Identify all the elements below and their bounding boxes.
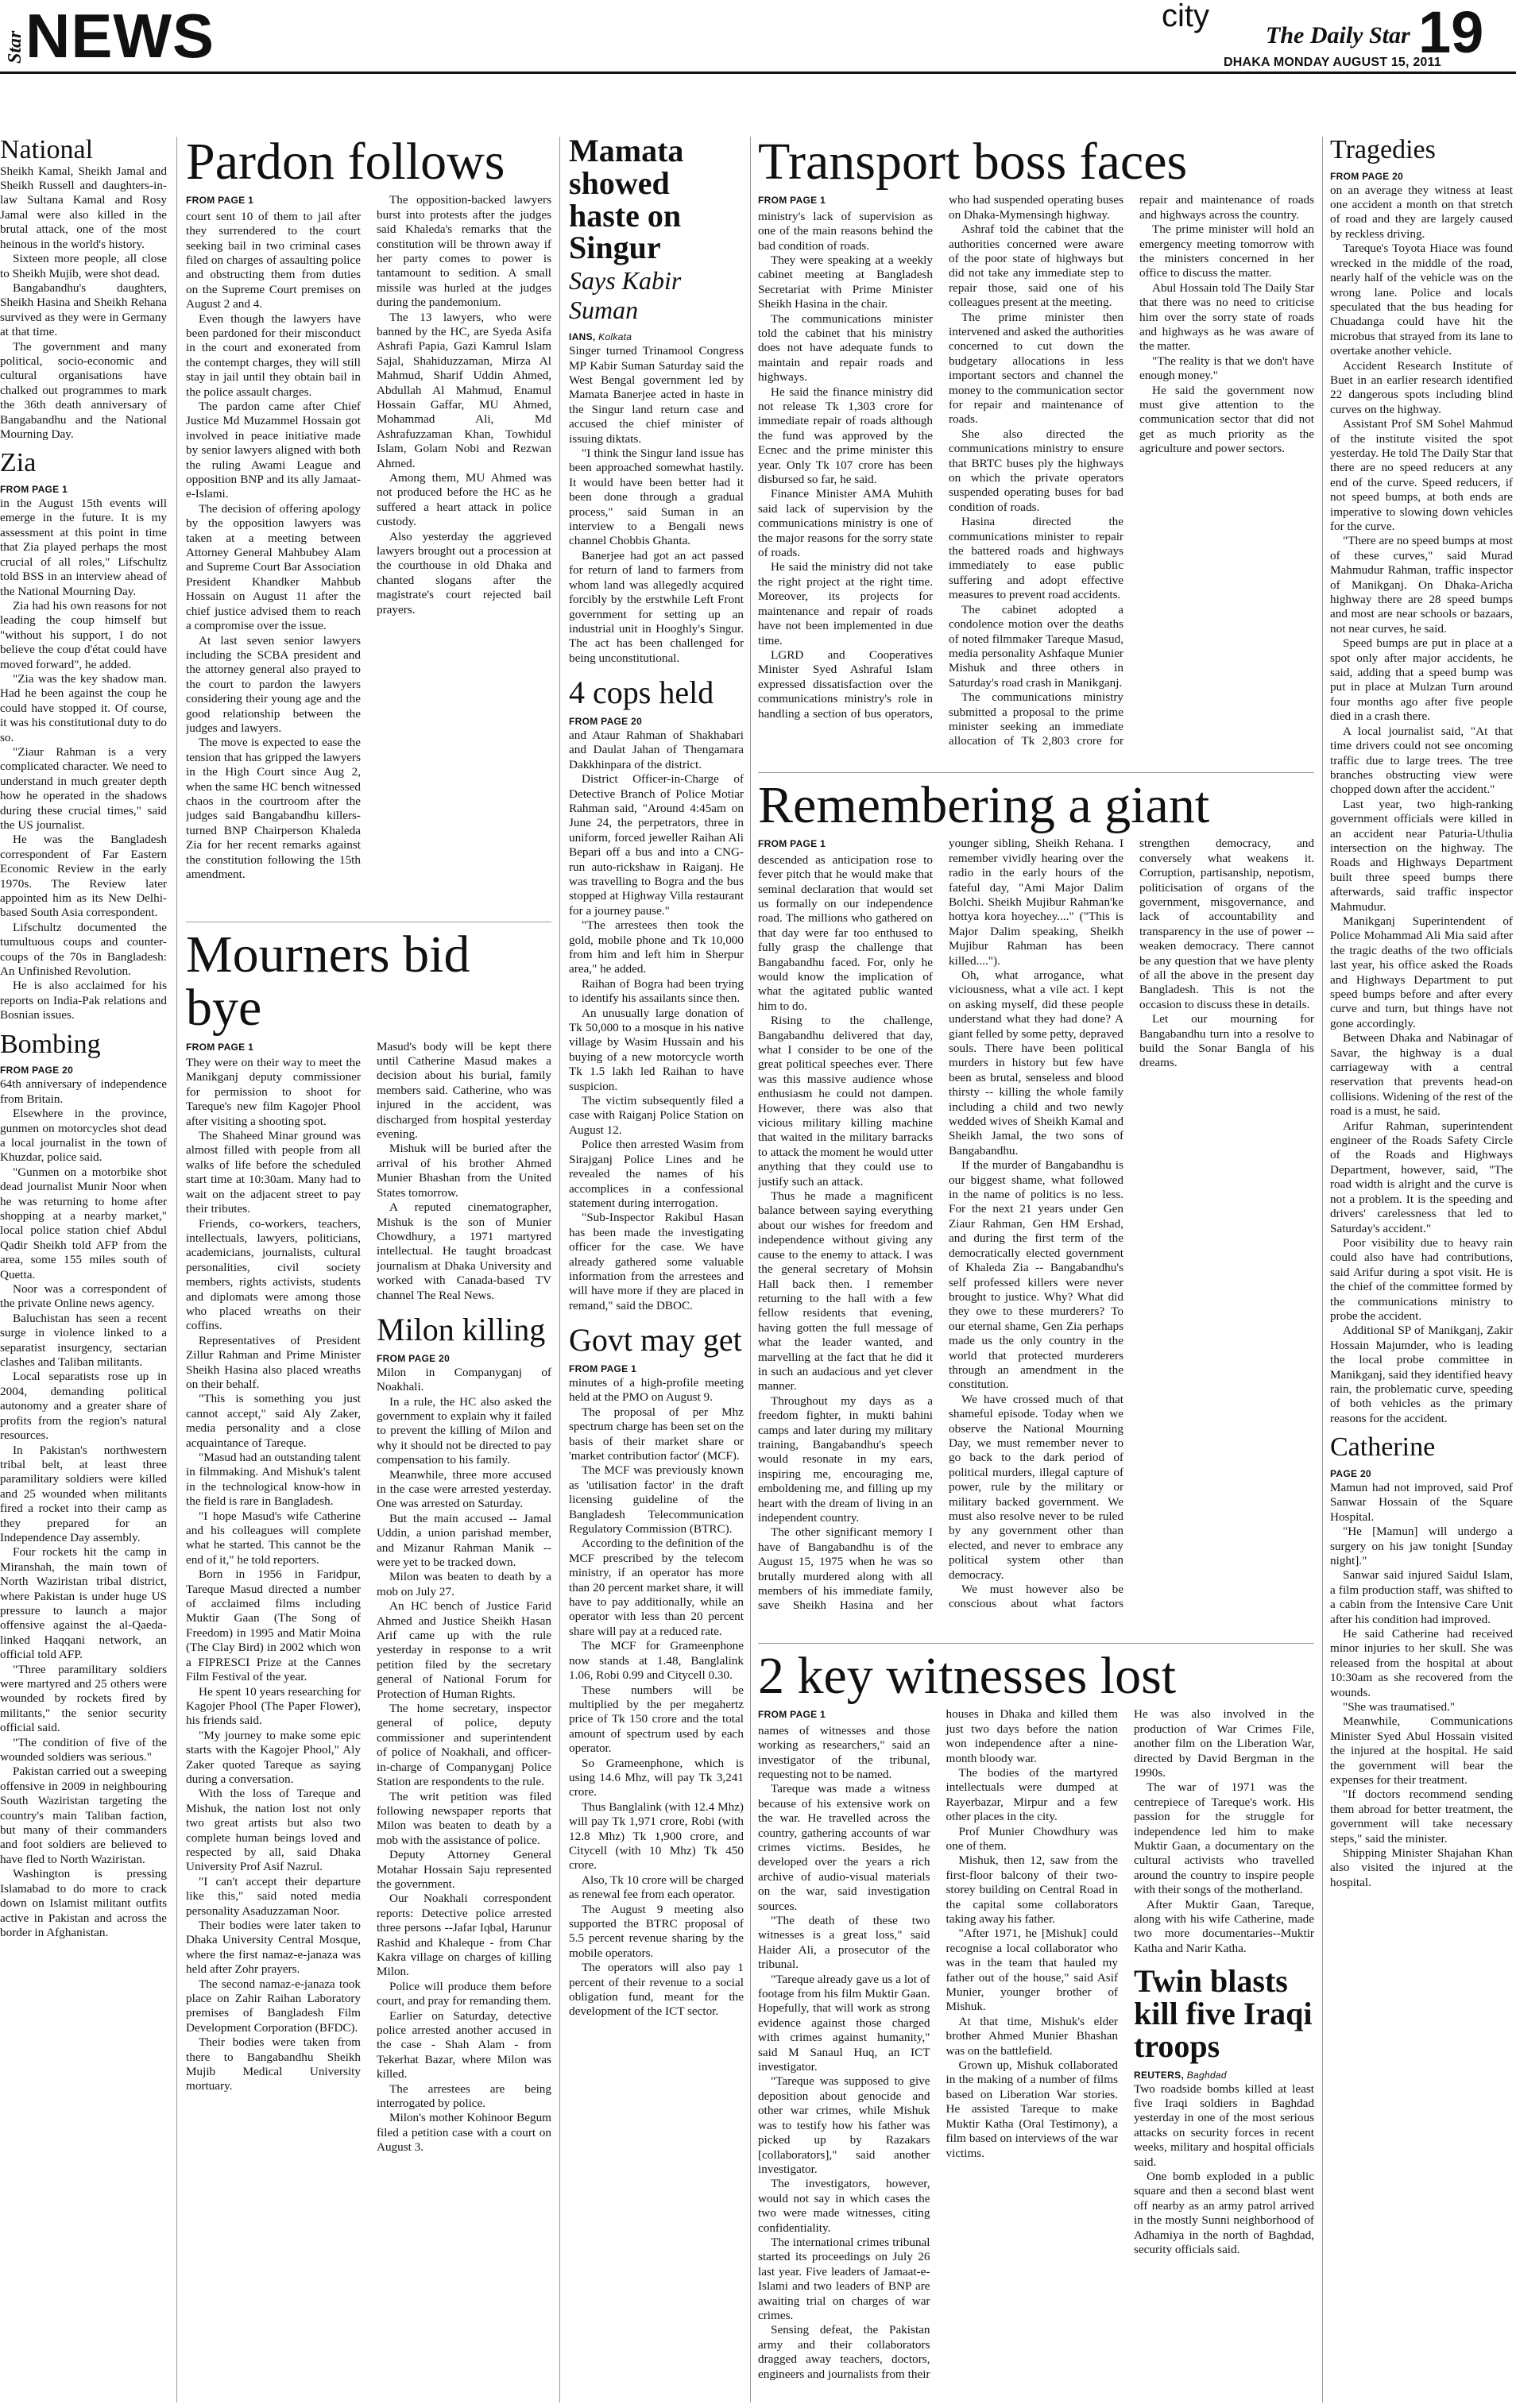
paragraph: In Pakistan's northwestern tribal belt, at least three paramilitary soldiers were killed and 25 wounded when militants fired a rocket into their camp as they prepared for an Independence Day assembly. [0,1443,167,1544]
paragraph: Prof Munier Chowdhury was one of them. [946,1824,1118,1853]
paragraph: The victim subsequently filed a case with Raiganj Police Station on August 12. [569,1094,744,1137]
source-line: FROM PAGE 1 [758,838,826,850]
paragraph: These numbers will be multiplied by the per megahertz price of Tk 150 crore and the total amount of spectrum used by each operator. [569,1683,744,1756]
paragraph: He is also acclaimed for his reports on India-Pak relations and Bosnian issues. [0,979,167,1022]
story-tragedies [1330,137,1513,2402]
source-line: FROM PAGE 20 [0,1065,74,1076]
source-line: FROM PAGE 1 [0,484,68,496]
paragraph: "I hope Masud's wife Catherine and his colleagues will complete what he started. This cannot be the end of it," he told reporters. [186,1509,361,1567]
paragraph: Meanwhile, three more accused in the case were arrested yesterday. One was arrested on Saturday. [377,1467,551,1511]
paragraph: "Tareque was supposed to give deposition about genocide and other war crimes, while Mishuk was to testify how his father was picked up by Razakars [collaborators]," said another investigator. [758,2074,930,2176]
paragraph: Additional SP of Manikganj, Zakir Hossain Majumder, who is leading the local probe committee in Manikganj, said they identified heavy rain, the problematic curve, speeding of both vehicles as the primary reasons for the accident. [1330,1324,1513,1425]
masthead-rule [0,72,1516,74]
paragraph: Thus he made a magnificent balance between saying everything about our wishes for freedom and independence without giving any cause to the enemy to attack. I was the general secretary of Mohsin Hall back then. I remember returning to the hall with a few fellow residents that evening, having gotten the full message of what the leader wanted, and marvelling at the fact that he did it in such an audacious and yet clever manner. [758,1189,933,1393]
headline-tragedies: Tragedies [1330,137,1436,164]
paragraph: Police then arrested Wasim from Sirajganj Police Lines and he revealed the names of his accomplices in a confessional statement during interrogation. [569,1138,744,1210]
paragraph: A local journalist said, "At that time drivers could not see oncoming traffic due to large trees. The tree branches obstructing view were chopped down after the accident." [1330,724,1513,797]
paragraph: "This is something you just cannot accept," said Aly Zaker, media personality and a close acquaintance of Tareque. [186,1392,361,1450]
paragraph: "Tareque already gave us a lot of footage from his film Muktir Gaan. Hopefully, that will work as strong evidence against those charged with crimes against humanity," said M Sanaul Huq, an ICT investigator. [758,1972,930,2074]
paragraph: Mishuk will be buried after the arrival of his brother Ahmed Munier Bhashan from the United States tomorrow. [377,1142,551,1200]
kicker-kabir-suman: Says Kabir Suman [569,266,682,325]
paragraph: on an average they witness at least one accident a month on that stretch of road and they are largely caused by reckless driving. [1330,183,1513,241]
paragraph: We have crossed much of that shameful episode. Today when we observe the National Mourning Day, we must remember never to go back to the dark period of political murders, illegal capture of power, rule by the military or military backed government. We must also resolve never to be ruled by any government other than elected, and never to embrace any political system other than democracy. [949,1392,1123,1582]
paragraph: The war of 1971 was the centrepiece of Tareque's work. His passion for the struggle for independence led him to make Muktir Gaan, a documentary on the cultural activists who travelled around the country to inspire people with their songs of the motherland. [1134,1780,1314,1897]
paragraph: Friends, co-workers, teachers, intellectuals, lawyers, politicians, academicians, journalists, cultural personalities, civil society members, rights activists, students and diplomats were among those who placed wreaths on their coffins. [186,1216,361,1333]
headline-mourners-bid-bye: Mourners bid bye [186,928,470,1038]
paragraph: With the loss of Tareque and Mishuk, the nation lost not only two great artists but also two complete human beings loved and respected by all, said Dhaka University Prof Asif Nazrul. [186,1787,361,1874]
paragraph: Singer turned Trinamool Congress MP Kabir Suman Saturday said the West Bengal government led by Mamata Banerjee acted in haste in the Singur land return case and accused the chief minister of issuing diktats. [569,344,744,446]
witnesses-col3 [1134,1707,1314,2383]
paragraph: Zia had his own reasons for not leading the coup himself but "without his support, I do not believe the coup d'état could have moved forward", he added. [0,598,167,671]
masthead [0,0,1516,70]
paragraph: The proposal of per Mhz spectrum charge has been set on the basis of their market share or 'market contribution factor' (MCF). [569,1405,744,1463]
paragraph: ministry's lack of supervision as one of the main reasons behind the bad condition of roads. [758,209,933,253]
paragraph: The prime minister will hold an emergency meeting tomorrow with the ministers concerned in her office to discuss the matter. [1139,222,1314,280]
paragraph: Throughout my days as a freedom fighter, in mukti bahini camps and later during my military training, Bangabandhu's speech would resonate in my ears, inspiring me, encouraging me, emboldening me, and filling up my heart with the dream of living in an independent country. [758,1393,933,1525]
paragraph: Sensing defeat, the Pakistan army and their collaborators dragged away teachers, doctors, engineers and journalists from their houses in Dhaka and killed them just two days before the nation won independence after a nine-month bloody war. [758,1707,1118,2381]
paragraph: Meanwhile, Communications Minister Syed Abul Hossain visited the injured at the hospital. He said the government will bear the expenses for their treatment. [1330,1714,1513,1787]
paragraph: Banerjee had got an act passed for return of land to farmers from whom land was allegedly acquired forcibly by the erstwhile Left Front government for setting up an industrial unit in Hooghly's Singur. The act has been challenged for being unconstitutional. [569,548,744,665]
govt-body [569,1376,744,2020]
paragraph: The writ petition was filed following newspaper reports that Milon was beaten to death by a mob with the assistance of police. [377,1789,551,1847]
paragraph: "Masud had an outstanding talent in filmmaking. And Mishuk's talent in the technological know-how in the field is rare in Bangladesh. [186,1451,361,1509]
headline-national: National [0,137,94,164]
story-divider [758,772,1314,773]
pardon-body [186,193,551,892]
paragraph: "I think the Singur land issue has been approached somewhat hastily. It would have been better had it been done through a gradual process," said Suman in an interview to a Bengali news channel Chobbis Ghanta. [569,446,744,548]
paragraph: The MCF for Grameenphone now stands at 1.48, Banglalink 1.06, Robi 0.99 and Citycell 0.30. [569,1639,744,1683]
source-line: FROM PAGE 20 [569,715,643,727]
source-agency: IANS, [569,331,596,343]
source-place: Kolkata [598,331,632,343]
paragraph: The international crimes tribunal started its proceedings on July 26 last year. Five leaders of Jamaat-e-Islami and two leaders of BNP are awaiting trial on charges of war crimes. [758,2235,930,2322]
source-line: PAGE 20 [1330,1467,1371,1479]
witnesses-body [758,1707,1118,2383]
paragraph: "I can't accept their departure like this," said noted media personality Asaduzzaman Noor. [186,1874,361,1918]
paragraph: Raihan of Bogra had been trying to identify his assailants since then. [569,976,744,1006]
paragraph: "He [Mamun] will undergo a surgery on his jaw tonight [Sunday night]." [1330,1525,1513,1567]
witnesses-body-col3 [1134,1707,1314,1956]
paragraph: But the main accused -- Jamal Uddin, a union parishad member, and Mizanur Rahman Manik -- were yet to be tracked down. [377,1511,551,1570]
story-pardon-follows [186,135,551,918]
story-transport-boss-faces [758,135,1314,769]
paragraph: "After 1971, he [Mishuk] could recognise a local collaborator who was in the team that hauled my father out of the house," said Asif Munier, younger brother of Mishuk. [946,1927,1118,2014]
story-divider [758,1643,1314,1644]
paragraph: An HC bench of Justice Farid Ahmed and Justice Sheikh Hasan Arif came up with the rule yesterday in response to a writ petition filed by the secretary general of National Forum for Protection of Human Rights. [377,1599,551,1701]
paragraph: Sanwar said injured Saidul Islam, a film production staff, was shifted to a cabin from the Intensive Care Unit after his condition had improved. [1330,1568,1513,1626]
source-place: Baghdad [1186,2069,1227,2081]
paragraph: The home secretary, inspector general of police, deputy commissioner and superintendent of police of Noakhali, and officer-in-charge of Companyganj Police Station are respondents to the rule. [377,1702,551,1789]
paragraph: So Grameenphone, which is using 14.6 Mhz, will pay Tk 3,241 crore. [569,1756,744,1799]
story-2-key-witnesses-lost [758,1649,1314,2402]
paragraph: The prime minister then intervened and asked the authorities concerned to cut down the budgetary allocations in less important sectors and channel the money to the communication sector for repair and maintenance of roads. [949,310,1123,427]
paragraph: "The arrestees then took the gold, mobile phone and Tk 10,000 from him and left him in Sherpur area," he added. [569,918,744,976]
paragraph: Masud's body will be kept there until Catherine Masud makes a decision about his burial, family members said. Catherine, who was injured in the accident, was discharged from hospital yesterday evening. [377,1039,551,1142]
paragraph: Ashraf told the cabinet that the authorities concerned were aware of the poor state of highways but did not take any immediate step to repair those, said one of his colleagues present at the meeting. [949,222,1123,310]
paragraph: Accident Research Institute of Buet in an earlier research identified 22 dangerous spots including blind curves on the highway. [1330,358,1513,416]
paragraph: A reputed cinematographer, Mishuk is the son of Munier Chowdhury, a 1971 martyred intellectual. He taught broadcast journalism at Dhaka University and worked with Canada-based TV channel The Real News. [377,1200,551,1302]
paragraph: Earlier on Saturday, detective police arrested another accused in the case - Shah Alam - from Tekerhat Bazar, where Milon was killed. [377,2008,551,2081]
paragraph: Their bodies were taken from there to Bangabandhu Sheikh Mujib Medical University mortuary. [186,2035,361,2093]
paragraph: He said the government now must give attention to the communication sector that did not get as much priority as the agriculture and power sectors. [1139,383,1314,456]
newspaper-logo: The Daily Star [1266,22,1410,48]
paragraph: Mishuk, then 12, saw from the first-floor balcony of their two-storey building on Central Road in the capital some collaborators taking away his father. [946,1853,1118,1926]
paragraph: The move is expected to ease the tension that has gripped the lawyers in the High Court since Aug 2, when the same HC bench witnessed chaos in the courtroom after the judges said Bangabandhu killers-turned BNP Chairperson Khaleda Zia for her recent remarks against the constitution following the 15th amendment. [186,736,361,881]
paragraph: An unusually large donation of Tk 50,000 to a mosque in his native village by Wasim Hussain and his buying of a new motorcycle worth Tk 1.5 lakh led Raihan to have suspicion. [569,1006,744,1093]
dateline: DHAKA MONDAY AUGUST 15, 2011 [1224,56,1441,69]
paragraph: The decision of offering apology by the opposition lawyers was taken at a meeting between Attorney General Mahbubey Alam and Supreme Court Bar Association President Khandker Mahbub Hossain on August 11 after the chief justice advised them to reach a compromise over the issue. [186,501,361,633]
paragraph: Milon in Companyganj of Noakhali. [377,1365,551,1394]
paragraph: He said Catherine had received minor injuries to her skull. She was released from the hospital at about 10:30am as she recovered from the wounds. [1330,1626,1513,1699]
mourners-col2 [377,1040,551,2402]
paragraph: Last year, two high-ranking government officials were killed in an accident near Paturia-Uthulia intersection on the highway. The Roads and Highways Department built three speed bumps there afterwards, said traffic inspector Mahmudur. [1330,797,1513,914]
headline-milon-killing: Milon killing [377,1311,546,1347]
paragraph: He said the finance ministry did not release Tk 1,303 crore for immediate repair of roads although the fund was approved by the Ecnec and the prime minister this year. Only Tk 107 crore has been disbursed so far, he said. [758,385,933,487]
paragraph: Milon's mother Kohinoor Begum filed a petition case with a court on August 3. [377,2111,551,2155]
milon-body [377,1366,551,2155]
catherine-body [1330,1481,1513,1890]
story-mamata [569,135,744,2402]
zia-body [0,497,167,1023]
paragraph: "The condition of five of the wounded soldiers was serious." [0,1735,167,1764]
paragraph: "Zia was the key shadow man. Had he been against the coup he could have stopped it. Of course, it was his constitutional duty to do so. [0,671,167,744]
paragraph: He was also involved in the production of War Crimes File, another film on the Liberation War, directed by David Bergman in the 1990s. [1134,1707,1314,1780]
paragraph: Arifur Rahman, superintendent engineer of the Roads Safety Circle of the Roads and Highways Department, however, said, "The road width is alright and the curve is not a problem. It is the speeding and drivers' carelessness that led to Saturday's accident." [1330,1119,1513,1235]
paragraph: They were on their way to meet the Manikganj deputy commissioner for permission to shoot for Tareque's new film Kagojer Phool after visiting a shooting spot. [186,1056,361,1128]
paragraph: in the August 15th events will emerge in the future. It is my assessment at this point in time that Zia played perhaps the most crucial of all roles," Lifschultz told BSS in an interview ahead of the National Mourning Day. [0,497,167,598]
paragraph: Sixteen more people, all close to Sheikh Mujib, were shot dead. [0,252,167,280]
sub-section-label: city [1162,0,1209,33]
source-agency: REUTERS, [1134,2069,1185,2081]
paragraph: If the murder of Bangabandhu is our biggest shame, what followed in the name of politics is no less. For the next 21 years under Gen Ziaur Rahman, Gen HM Ershad, and during the first term of the democratically elected government of Khaleda Zia -- Bangabandhu's self professed killers were never brought to justice. Why? What did they owe to these murderers? To our eternal shame, Gen Zia perhaps made us the only country in the world that protected murderers through an amendment in the constitution. [949,1158,1123,1392]
paragraph: The investigators, however, would not say in which cases the two were made witnesses, citing confidentiality. [758,2177,930,2235]
source-line: FROM PAGE 1 [186,195,254,207]
paragraph: According to the definition of the MCF prescribed by the telecom ministry, if an operator has more than 20 percent market share, it will have to pay additionally, while an operator with less than 20 percent share will pay at a reduced rate. [569,1536,744,1638]
headline-mamata-showed-haste: Mamata showed haste on Singur [569,135,684,266]
headline-pardon-follows: Pardon follows [186,135,505,191]
headline-twin-blasts: Twin blasts kill five Iraqi troops [1134,1963,1313,2064]
national-body [0,164,167,443]
column-rule [559,137,560,2402]
paragraph: The bodies of the martyred intellectuals were dumped at Rayerbazar, Mirpur and a few other places in the city. [946,1765,1118,1824]
paragraph: The opposition-backed lawyers burst into protests after the judges said Khaleda's remarks that the constitution will be thrown away if her party comes to power is tantamount to sedition. A small missile was hurled at the judges during the pandemonium. [377,193,551,310]
paragraph: "There are no speed bumps at most of these curves," said Murad Mahmudur Rahman, traffic inspector of Manikganj. On Dhaka-Aricha highway there are 28 speed bumps and most are near schools or bazaars, not near curves, he said. [1330,534,1513,636]
paragraph: The second namaz-e-janaza took place on Zahir Raihan Laboratory premises of Bangladesh Film Development Corporation (BFDC). [186,1977,361,2035]
paragraph: Bangabandhu's daughters, Sheikh Hasina and Sheikh Rehana survived as they were in Germany at that time. [0,280,167,339]
mourners-body-col2 [377,1040,551,1303]
mourners-body-col1 [186,1040,361,2402]
paragraph: Finance Minister AMA Muhith said lack of supervision by the communications ministry is one of the major reasons for the sorry state of roads. [758,487,933,560]
column-rule [750,137,751,2402]
paragraph: He was the Bangladesh correspondent of Far Eastern Economic Review in the early 1970s. The Review later appointed him as its New Delhi-based South Asia correspondent. [0,833,167,920]
source-line: FROM PAGE 1 [569,1362,637,1374]
paragraph: "She was traumatised." [1343,1699,1456,1714]
paragraph: Manikganj Superintendent of Police Mohammad Ali Mia said after the tragic deaths of the two officials last year, his office asked the Roads and Highways Department to put speed bumps before and after every curve and turn, but things have not gone accordingly. [1330,914,1513,1030]
page-number: 19 [1418,0,1484,65]
paragraph: The cabinet adopted a condolence motion over the deaths of noted filmmaker Tareque Masud, media personality Ashfaque Munier Mishuk and three others in Saturday's road crash in Manikganj. [949,602,1123,690]
paragraph: Tareque's Toyota Hiace was found wrecked in the middle of the road, nearly half of the vehicle was on the wrong lane. Police and locals speculated that the bus heading for Chuadanga could have hit the microbus that strayed from its lane to overtake another vehicle. [1330,242,1513,358]
section-title: NEWS [25,1,215,71]
paragraph: Lifschultz documented the tumultuous coups and counter-coups of the 70s in Bangladesh: An Unfinished Revolution. [0,920,167,979]
paragraph: Thus Banglalink (with 12.4 Mhz) will pay Tk 1,971 crore, Robi (with 12.8 Mhz) Tk 1,900 crore, and Citycell (with 10 Mhz) Tk 450 crore. [569,1799,744,1873]
paragraph: Abul Hossain told The Daily Star that there was no need to criticise him over the sorry state of roads and highways as he was aware of the matter. [1139,280,1314,354]
source-line: FROM PAGE 20 [1330,170,1404,182]
bombing-body [0,1077,167,1940]
paragraph: The communications minister told the cabinet that his ministry does not have adequate funds to maintain and repair roads and highways. [758,311,933,385]
paragraph: One bomb exploded in a public square and then a second blast went off nearby as an army patrol arrived in the mostly Sunni neighborhood of Adhamiya in the north of Baghdad, security officials said. [1134,2170,1314,2257]
paragraph: She also directed the communications ministry to ensure that BRTC buses ply the highways on which the private operators suspended operating buses for bad condition of roads. [949,427,1123,514]
paragraph: Pakistan carried out a sweeping offensive in 2009 in neighbouring South Waziristan targeting the country's main Taliban faction, but many of their commanders and foot soldiers are believed to have fled to North Waziristan. [0,1764,167,1866]
paragraph: The Shaheed Minar ground was almost filled with people from all walks of life before the scheduled start time at 10:30am. Many had to wait on the adjacent street to pay their tributes. [186,1129,361,1216]
paragraph: Grown up, Mishuk collaborated in the making of a number of films based on Liberation War stories. He assisted Tareque to make Muktir Katha (Oral Testimony), a film based on interviews of the war victims. [946,2058,1118,2160]
paragraph: Speed bumps are put in place at a spot only after major accidents, he said, adding that a speed bump was put in place at Mulzan Turn around four months ago after five people died in a crash there. [1330,636,1513,724]
cops-body [569,729,744,1313]
paragraph: Shipping Minister Shajahan Khan also visited the injured at the hospital. [1330,1846,1513,1889]
paragraph: Tareque was made a witness because of his extensive work on the war. He travelled across the country, gathering accounts of war crimes victims. Besides, he developed over the years a rich archive of audio-visual materials on the war, said investigation sources. [758,1782,930,1913]
story-national [0,137,167,2402]
paragraph: Mamun had not improved, said Prof Sanwar Hossain of the Square Hospital. [1330,1480,1513,1524]
paragraph: Milon was beaten to death by a mob on July 27. [377,1570,551,1598]
column-rule [1322,137,1323,2402]
paragraph: District Officer-in-Charge of Detective Branch of Police Motiar Rahman said, "Around 4:45am on June 24, the perpetrators, three in uniform, forced jeweller Raihan Ali Bepari off a bus and into a CNG-run auto-rickshaw in Raiganj. He was travelling to Bogra and the bus stopped at Highway Villa restaurant for a journey pause." [569,772,744,918]
column-rule [176,137,177,2402]
paragraph: "The reality is that we don't have enough money." [1139,354,1314,383]
paragraph: Also yesterday the aggrieved lawyers brought out a procession at the courthouse in old Dhaka and chanted slogans after the magistrate's court rejected bail prayers. [377,529,551,616]
paragraph: descended as anticipation rose to fever pitch that he would make that seminal declaration that would set us formally on our independence road. The millions who gathered on that day were far too enthused to fully grasp the challenge that Bangabandhu faced. For, only he would know the implication of what the agitated public wanted him to do. [758,852,933,1013]
remembering-body [758,837,1314,1615]
paragraph: 64th anniversary of independence from Britain. [0,1077,167,1106]
paragraph: Deputy Attorney General Motahar Hossain Saju represented the government. [377,1848,551,1891]
paragraph: "Gunmen on a motorbike shot dead journalist Munir Noor when he was returning to home after shopping at a nearby market," local police station chief Abdul Qadir Sheikh told AFP from the area, some 155 miles south of Quetta. [0,1165,167,1281]
paragraph: and Ataur Rahman of Shakhabari and Daulat Jahan of Thengamara Dakkhinpara of the district. [569,728,744,771]
paragraph: Their bodies were later taken to Dhaka University Central Mosque, where the first namaz-e-janaza was held after Zohr prayers. [186,1919,361,1977]
paragraph: The MCF was previously known as 'utilisation factor' in the draft licensing guideline of the Bangladesh Telecommunication Regulatory Commission (BTRC). [569,1463,744,1536]
paragraph: Oh, what arrogance, what viciousness, what a vile act. I kept on asking myself, did these people understand what they had done? A giant felled by some petty, depraved souls. There have been political murders in history but few have been as brutal, senseless and blood thirsty -- killing the whole family including a child and two newly wedded wives of Sheikh Kamal and Sheikh Jamal, the two sons of Bangabandhu. [949,968,1124,1158]
story-remembering-a-giant [758,779,1314,1637]
paragraph: Our Noakhali correspondent reports: Detective police arrested three persons --Jafar Iqbal, Harunur Rashid and Khaleque - from Char Kakra village on charges of killing Milon. [377,1892,551,1979]
paragraph: They were speaking at a weekly cabinet meeting at Bangladesh Secretariat with Prime Minister Sheikh Hasina in the chair. [758,253,933,311]
paragraph: The arrestees are being interrogated by police. [377,2081,551,2111]
paragraph: "The death of these two witnesses is a great loss," said Haider Ali, a prosecutor of the tribunal. [758,1914,930,1972]
paragraph: Among them, MU Ahmed was not produced before the HC as he suffered a heart attack in police custody. [377,471,551,529]
paragraph: Washington is pressing Islamabad to do more to crack down on Islamist militant outfits active in Pakistan and across the border in Afghanistan. [0,1867,167,1939]
paragraph: Sheikh Kamal, Sheikh Jamal and Sheikh Russell and daughters-in-law Sultana Kamal and Rosy Jamal were also killed in the brutal attack, one of the most heinous in the world's history. [0,164,167,251]
paragraph: We must however also be conscious about what factors strengthen democracy, and conversely what weakens it. Corruption, partisanship, nepotism, politicisation of organs of the government, misgovernance, and lack of accountability and transparency in the use of power -- weaken democracy. There cannot be any question that we have plenty of all the above in the present day Bangladesh. This is not the occasion to discuss these in details. [949,837,1314,1611]
paragraph: names of witnesses and those working as researchers," said an investigator of the tribunal, requesting not to be named. [758,1723,930,1781]
source-line: FROM PAGE 20 [377,1352,451,1364]
paragraph: "Sub-Inspector Rakibul Hasan has been made the investigating officer for the case. We have already gathered some valuable information from the arrestees and will have more if they are placed in remand," said the DBOC. [569,1211,744,1312]
headline-2-key-witnesses-lost: 2 key witnesses lost [758,1649,1177,1705]
paragraph: Noor was a correspondent of the private Online news agency. [0,1282,167,1311]
paragraph: Between Dhaka and Nabinagar of Savar, the highway is a dual carriageway with a central reservation that prevents head-on collisions. Widening of the rest of the road is a must, he said. [1330,1031,1513,1119]
paragraph: In a rule, the HC also asked the government to explain why it failed to prevent the killing of Milon and why it should not be directed to pay compensation to his family. [377,1394,551,1467]
paragraph: Born in 1956 in Faridpur, Tareque Masud directed a number of acclaimed films including Muktir Gaan (The Song of Freedom) in 1995 and Matir Moina (The Clay Bird) in 2002 which won a FIPRESCI Prize at the Cannes Film Festival of the year. [186,1567,361,1684]
paragraph: "My journey to make some epic starts with the Kagojer Phool," Aly Zaker quoted Tareque as saying during a conversation. [186,1728,361,1786]
paragraph: The other significant memory I have of Bangabandhu is of the August 15, 1975 when he was so brutally murdered along with all members of his immediate family, save Sheikh Hasina and her younger sibling, Sheikh Rehana. I remember vividly hearing over the radio in the early hours of the fateful day, "Ami Major Dalim Bolchi. Sheikh Mujibur Rahman'ke hottya kora hoyechey...." ("This is Major Dalim speaking, Sheikh Mujibur Rahman has been killed...."). [758,837,1123,1613]
paragraph: court sent 10 of them to jail after they surrendered to the court seeking bail in two criminal cases filed on charges of assaulting police and obstructing them from duties on the Supreme Court premises on August 2 and 4. [186,209,361,311]
paragraph: minutes of a high-profile meeting held at the PMO on August 9. [569,1375,744,1405]
paragraph: Also, Tk 10 crore will be charged as renewal fee from each operator. [569,1873,744,1902]
paragraph: After Muktir Gaan, Tareque, along with his wife Catherine, made two more documentaries--Muktir Katha and Narir Katha. [1134,1897,1314,1955]
paragraph: Poor visibility due to heavy rain could also have had contributions, said Arifur during a spot visit. He is the chief of the committee formed by the communications ministry to probe the accident. [1330,1235,1513,1323]
story-mourners-bid-bye [186,928,551,2402]
headline-bombing: Bombing [0,1029,101,1059]
paragraph: "Three paramilitary soldiers were martyred and 25 others were wounded by rockets fired by militants," the senior security official said. [0,1662,167,1735]
paragraph: The communications ministry submitted a proposal to the prime minister seeking an immediate allocation of Tk 2,803 crore for repair and maintenance of roads and highways across the country. [949,193,1314,748]
paragraph: The pardon came after Chief Justice Md Muzammel Hossain got involved in peace initiative made by senior lawyers aligned with both the ruling Awami League and opposition BNP and its ally Jamaat-e-Islami. [186,400,361,501]
headline-transport-boss-faces: Transport boss faces [758,135,1188,191]
paragraph: The August 9 meeting also supported the BTRC proposal of 5.5 percent revenue sharing by the mobile operators. [569,1902,744,1960]
mamata-body [569,344,744,666]
paragraph: LGRD and Cooperatives Minister Syed Ashraful Islam expressed dissatisfaction over the communications ministry's role in handling a section of bus operators, who had suspended operating buses on Dhaka-Mymensingh highway. [758,193,1123,721]
source-line: FROM PAGE 1 [758,1709,826,1721]
paragraph: The 13 lawyers, who were banned by the HC, are Syeda Asifa Ashrafi Papia, Gazi Kamrul Islam Sajal, Shahiduzzaman, Mirza Al Mahmud, Sharif Uddin Ahmed, Abdullah Al Mahmud, Enamul Hossain Gaffar, MU Ahmed, Mohammad Ali, Md Ashrafuzzaman Khan, Towhidul Islam, Golam Nobi and Rezwan Ahmed. [377,310,551,470]
paragraph: Representatives of President Zillur Rahman and Prime Minister Sheikh Hasina also placed wreaths on their behalf. [186,1333,361,1391]
headline-catherine: Catherine [1330,1432,1436,1463]
paragraph: He spent 10 years researching for Kagojer Phool (The Paper Flower), his friends said. [186,1684,361,1728]
paragraph: Two roadside bombs killed at least five Iraqi soldiers in Baghdad yesterday in one of the most serious attacks on security forces in recent weeks, military and hospital officials said. [1134,2081,1314,2169]
paragraph: Elsewhere in the province, gunmen on motorcycles shot dead a local journalist in the town of Khuzdar, police said. [0,1107,167,1165]
paragraph: At that time, Mishuk's elder brother Ahmed Munier Bhashan was on the battlefield. [946,2014,1118,2058]
paragraph: The operators will also pay 1 percent of their revenue to a social obligation fund, meant for the development of the ICT sector. [569,1961,744,2019]
paragraph: Rising to the challenge, Bangabandhu delivered that day, what I consider to be one of the great political speeches ever. There was this massive audience whose enthusiasm he could not dampen. However, there was also that vicious military killing machine that waited in the military barracks to attack the moment he would utter anything that they could use to justify such an attack. [758,1014,933,1189]
headline-govt-may-get: Govt may get [569,1322,742,1359]
headline-4-cops-held: 4 cops held [569,674,714,711]
paragraph: Baluchistan has seen a recent surge in violence linked to a separatist insurgency, sectarian clashes and Taliban militants. [0,1311,167,1370]
paragraph: "Ziaur Rahman is a very complicated character. We need to understand in much greater depth how he operated in the shadows during these crucial times," said the US journalist. [0,744,167,832]
paragraph: Four rockets hit the camp in Miranshah, the main town of North Waziristan tribal district, where Pakistan is under huge US pressure to launch a major offensive against the al-Qaeda-linked Haqqani network, an official told AFP. [0,1545,167,1662]
paragraph: Local separatists rose up in 2004, demanding political autonomy and a greater share of profits from the region's natural resources. [0,1370,167,1443]
paragraph: He said the ministry did not take the right project at the right time. Moreover, its projects for maintenance and repair of roads have not been implemented in due time. [758,560,933,647]
paragraph: Police will produce them before court, and pray for remanding them. [377,1979,551,2008]
paragraph: Even though the lawyers have been pardoned for their misconduct in the court and exonerated from the contempt charges, they will still stay in jail until they obtain bail in the police assault charges. [186,311,361,399]
source-line: FROM PAGE 1 [186,1041,254,1053]
headline-zia: Zia [0,448,37,478]
source-line: FROM PAGE 1 [758,195,826,207]
paragraph: At last seven senior lawyers including the SCBA president and the attorney general also prayed to the court to pardon the lawyers considering their young age and the good relationship between the judges and lawyers. [186,633,361,735]
paragraph: "If doctors recommend sending them abroad for better treatment, the government will take necessary steps," said the minister. [1330,1788,1513,1846]
star-logo-vertical: Star [5,30,25,64]
paragraph: Let our mourning for Bangabandhu turn into a resolve to build the Sonar Bangla of his dreams. [1139,1012,1314,1070]
tragedies-body [1330,184,1513,1427]
paragraph: Assistant Prof SM Sohel Mahmud of the institute visited the spot yesterday. He told The Daily Star that there are no speed reducers at any end of the curve. Speed reducers, if not speed bumps, at both ends are imperative to slowing down vehicles for the curve. [1330,417,1513,534]
transport-body [758,193,1314,749]
paragraph: The government and many political, socio-economic and cultural organisations have chalked out programmes to mark the 36th death anniversary of Bangabandhu and the National Mourning Day. [0,339,167,441]
headline-remembering-a-giant: Remembering a giant [758,779,1210,834]
paragraph: Hasina directed the communications minister to repair the battered roads and highways immediately to ease public suffering and adopt effective measures to prevent road accidents. [949,515,1123,602]
iraq-body [1134,2082,1314,2258]
